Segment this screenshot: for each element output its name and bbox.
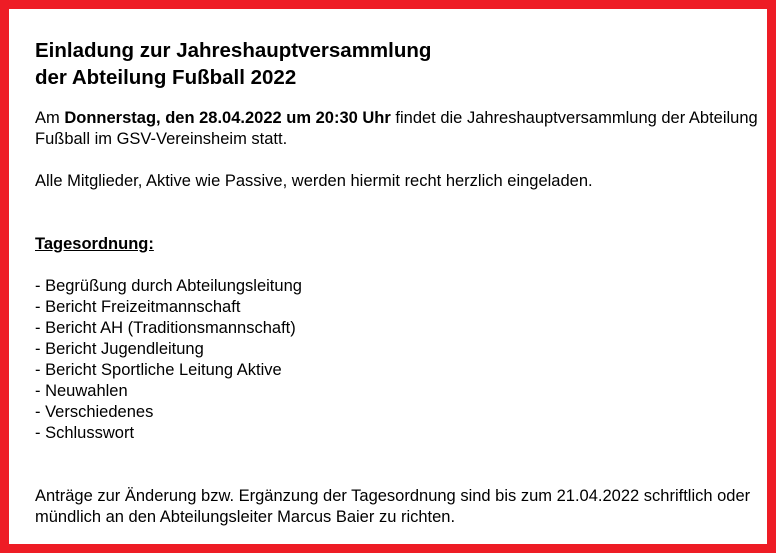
agenda-item: - Bericht Jugendleitung <box>35 340 204 358</box>
agenda-heading: Tagesordnung: <box>35 235 154 253</box>
agenda-item: - Begrüßung durch Abteilungsleitung <box>35 277 302 295</box>
closing-paragraph: Anträge zur Änderung bzw. Ergänzung der Tagesordnung sind bis zum 21.04.2022 schriftlich oder mündlich an den Abteilungsleiter Marcus Baier zu richten. <box>35 487 751 526</box>
agenda-item: - Schlusswort <box>35 424 135 442</box>
title-line-2: der Abteilung Fußball 2022 <box>35 66 297 89</box>
agenda-item: - Verschiedenes <box>35 403 154 421</box>
title-line-1: Einladung zur Jahreshauptversammlung <box>35 39 432 62</box>
intro-before: Am <box>35 109 65 127</box>
agenda-list <box>35 276 770 444</box>
invitation-paragraph: Alle Mitglieder, Aktive wie Passive, werden hiermit recht herzlich eingeladen. <box>35 172 593 190</box>
document-title <box>35 37 770 91</box>
agenda-item: - Bericht Freizeitmannschaft <box>35 298 241 316</box>
agenda-item: - Neuwahlen <box>35 382 128 400</box>
agenda-item: - Bericht AH (Traditionsmannschaft) <box>35 319 296 337</box>
invitation-document <box>35 37 770 528</box>
meeting-date-time: Donnerstag, den 28.04.2022 um 20:30 Uhr <box>64 109 391 127</box>
intro-paragraph <box>35 108 770 150</box>
intro-after: findet die Jahreshauptversammlung der Abteilung Fußball im GSV-Vereinsheim statt. <box>35 109 758 148</box>
agenda-item: - Bericht Sportliche Leitung Aktive <box>35 361 282 379</box>
